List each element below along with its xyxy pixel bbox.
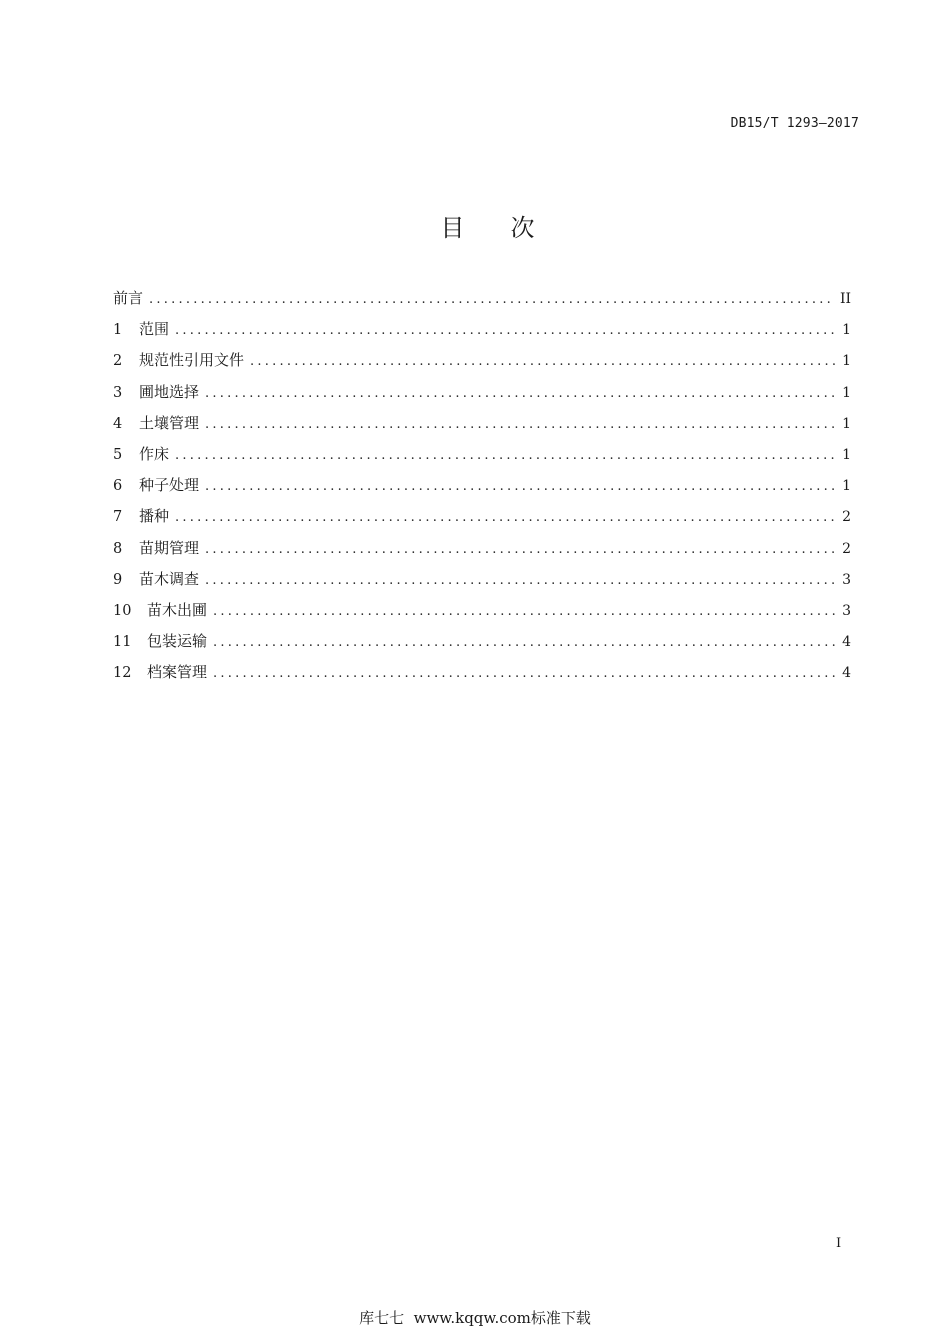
- toc-entry-number: 8: [113, 540, 123, 557]
- toc-entry-page: 1: [842, 353, 851, 370]
- toc-entry-number: 7: [113, 509, 123, 526]
- dot-leader: [205, 539, 835, 561]
- dot-leader: [205, 570, 835, 592]
- toc-title-char: 次: [510, 214, 535, 242]
- toc-entry-page: II: [839, 291, 851, 307]
- toc-entry-number: 4: [113, 415, 123, 432]
- toc-list: [113, 287, 851, 692]
- toc-entry-label: 土壤管理: [139, 413, 200, 432]
- toc-title-char: 目: [440, 214, 465, 242]
- dot-leader: [149, 289, 834, 311]
- toc-entry-11[interactable]: [113, 630, 851, 661]
- toc-entry-preface[interactable]: [113, 287, 851, 318]
- toc-entry-number: 11: [113, 634, 132, 651]
- toc-entry-page: 1: [842, 415, 851, 432]
- footer-source-text: 库七七 www.kqqw.com标准下载: [359, 1309, 591, 1327]
- dot-leader: [213, 663, 835, 685]
- toc-entry-label: 苗木出圃: [147, 600, 208, 619]
- toc-entry-label: 苗木调查: [139, 569, 200, 588]
- toc-entry-number: 5: [113, 446, 123, 463]
- dot-leader: [175, 320, 835, 342]
- toc-entry-page: 2: [842, 540, 851, 557]
- toc-entry-number: 1: [113, 322, 123, 339]
- page-number: I: [836, 1236, 842, 1251]
- toc-entry-label: 种子处理: [139, 476, 200, 495]
- toc-entry-label: 包装运输: [147, 632, 208, 651]
- toc-entry-8[interactable]: [113, 537, 851, 568]
- toc-entry-page: 3: [842, 571, 851, 588]
- toc-entry-page: 1: [842, 478, 851, 495]
- toc-entry-3[interactable]: [113, 381, 851, 412]
- dot-leader: [205, 476, 835, 498]
- toc-entry-label: 范围: [139, 320, 170, 339]
- toc-entry-1[interactable]: [113, 318, 851, 349]
- toc-entry-number: 6: [113, 478, 123, 495]
- dot-leader: [213, 601, 835, 623]
- toc-entry-9[interactable]: [113, 568, 851, 599]
- toc-entry-label: 规范性引用文件: [139, 351, 245, 370]
- toc-entry-4[interactable]: [113, 412, 851, 443]
- toc-title: [0, 208, 950, 243]
- toc-entry-page: 3: [842, 602, 851, 619]
- toc-entry-number: 10: [113, 602, 132, 619]
- toc-entry-label: 前言: [113, 289, 144, 307]
- toc-entry-number: 12: [113, 665, 132, 682]
- toc-entry-label: 档案管理: [147, 663, 208, 682]
- toc-entry-page: 2: [842, 509, 851, 526]
- toc-entry-page: 4: [842, 665, 851, 682]
- toc-entry-number: 2: [113, 353, 123, 370]
- toc-entry-number: 9: [113, 571, 123, 588]
- dot-leader: [175, 445, 835, 467]
- toc-entry-page: 1: [842, 384, 851, 401]
- toc-entry-6[interactable]: [113, 474, 851, 505]
- toc-entry-label: 播种: [139, 507, 170, 526]
- toc-entry-10[interactable]: [113, 599, 851, 630]
- toc-entry-page: 1: [842, 322, 851, 339]
- standard-code: DB15/T 1293—2017: [730, 116, 859, 131]
- dot-leader: [175, 507, 835, 529]
- dot-leader: [205, 414, 835, 436]
- toc-entry-12[interactable]: [113, 661, 851, 692]
- dot-leader: [205, 383, 835, 405]
- toc-entry-label: 苗期管理: [139, 538, 200, 557]
- toc-entry-label: 圃地选择: [139, 382, 200, 401]
- dot-leader: [213, 632, 835, 654]
- toc-entry-number: 3: [113, 384, 123, 401]
- toc-entry-2[interactable]: [113, 349, 851, 380]
- toc-entry-page: 1: [842, 446, 851, 463]
- toc-entry-page: 4: [842, 634, 851, 651]
- toc-entry-7[interactable]: [113, 505, 851, 536]
- toc-entry-label: 作床: [139, 444, 170, 463]
- dot-leader: [250, 351, 835, 373]
- toc-entry-5[interactable]: [113, 443, 851, 474]
